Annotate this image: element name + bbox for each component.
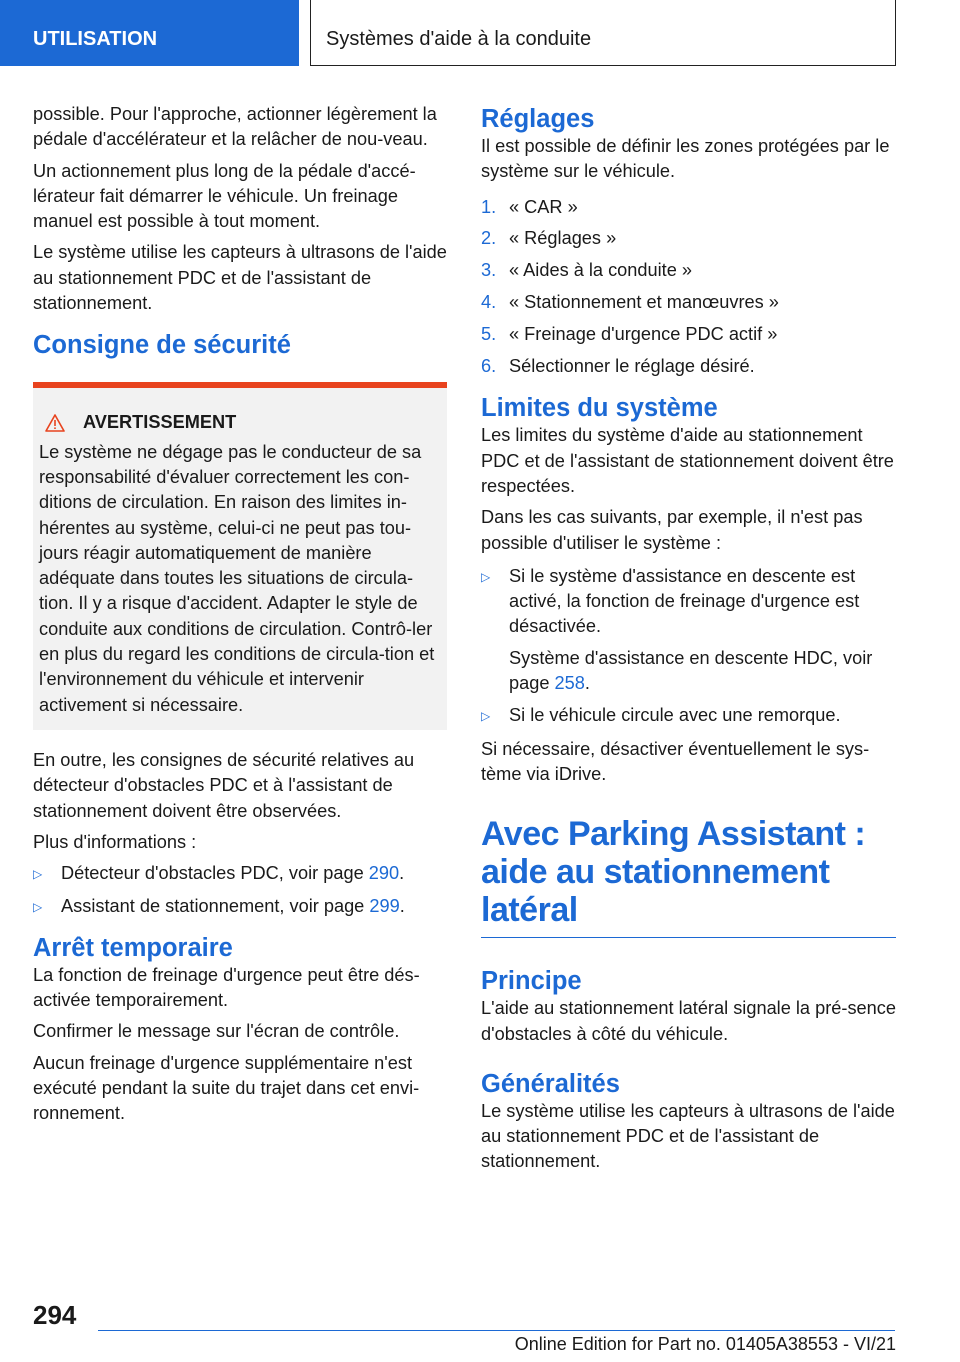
safety-heading: Consigne de sécurité <box>33 331 291 360</box>
page-link[interactable]: 258 <box>554 673 585 694</box>
bullet-triangle-icon: ▷ <box>33 900 43 915</box>
step-item <box>481 226 896 251</box>
paragraph: Aucun freinage d'urgence supplémentaire n'est exécuté pendant la suite du trajet dans cet envi-ronnement. <box>33 1052 420 1124</box>
ref-end: . <box>399 863 405 884</box>
paragraph: L'aide au stationnement latéral signale la pré-sence d'obstacles à côté du véhicule. <box>481 998 896 1044</box>
right-column <box>481 102 896 1181</box>
chapter-divider <box>481 937 896 938</box>
pause-heading: Arrêt temporaire <box>33 933 233 962</box>
case-ref-end: . <box>584 673 590 694</box>
paragraph: Dans les cas suivants, par exemple, il n'est pas possible d'utiliser le système : <box>481 507 863 553</box>
left-column <box>33 102 447 1133</box>
reference-list <box>33 861 447 921</box>
ref-end: . <box>399 896 405 917</box>
paragraph: possible. Pour l'approche, actionner légèrement la pédale d'accélérateur et la relâcher de nou-veau. <box>33 104 437 150</box>
list-item <box>33 861 447 887</box>
paragraph: Le système utilise les capteurs à ultrasons de l'aide au stationnement PDC et de l'assistant de stationnement. <box>33 242 447 314</box>
warning-title-row <box>39 410 441 435</box>
step-text: « CAR » <box>509 196 578 217</box>
step-text: « Réglages » <box>509 228 617 249</box>
step-number: 2. <box>481 228 497 249</box>
step-number: 6. <box>481 356 497 377</box>
ref-text: Assistant de stationnement, voir page <box>61 896 370 917</box>
step-item <box>481 290 896 315</box>
page-header <box>0 0 960 66</box>
warning-box <box>33 382 447 730</box>
step-item <box>481 195 896 220</box>
step-text: « Stationnement et manœuvres » <box>509 292 779 313</box>
limits-list <box>481 564 896 730</box>
step-number: 3. <box>481 260 497 281</box>
warning-text: Le système ne dégage pas le conducteur de sa responsabilité d'évaluer correctement les con-ditions de circulation. En raison des limites in-hérentes au système, celui-ci ne peut pas tou-jours réagir automatiquement de manière adéquate dans toutes les situations de circula-tion. Il y a risque d'accident. Adapter le style de conduite aux conditions de circulation. Contrô-ler en plus du regard les conditions de circula-tion et l'environnement du véhicule et intervenir activement si nécessaire. <box>39 441 435 715</box>
edition-footer: Online Edition for Part no. 01405A38553 - VI/21 <box>514 1334 896 1354</box>
step-number: 4. <box>481 292 497 313</box>
paragraph: Il est possible de définir les zones protégées par le système sur le véhicule. <box>481 136 890 182</box>
step-number: 1. <box>481 196 497 217</box>
paragraph: Confirmer le message sur l'écran de contrôle. <box>33 1021 400 1042</box>
section-tab[interactable]: UTILISATION <box>0 0 299 66</box>
bullet-triangle-icon: ▷ <box>33 867 43 882</box>
ref-text: Détecteur d'obstacles PDC, voir page <box>61 863 369 884</box>
settings-heading: Réglages <box>481 105 595 133</box>
paragraph: Si nécessaire, désactiver éventuellement le sys-tème via iDrive. <box>481 738 870 784</box>
page-number: 294 <box>33 1300 77 1330</box>
chapter-heading: Avec Parking Assistant : aide au stationnement latéral <box>481 815 866 930</box>
warning-triangle-icon <box>45 414 65 432</box>
step-item <box>481 258 896 283</box>
step-text: « Aides à la conduite » <box>509 260 693 281</box>
case-text: Si le véhicule circule avec une remorque. <box>509 705 841 726</box>
paragraph: Plus d'informations : <box>33 831 197 852</box>
bullet-triangle-icon: ▷ <box>481 709 491 724</box>
footer-divider <box>98 1330 895 1331</box>
paragraph: En outre, les consignes de sécurité relatives au détecteur d'obstacles PDC et à l'assistant de stationnement doivent être observées. <box>33 749 415 821</box>
step-item <box>481 322 896 347</box>
settings-steps <box>481 195 896 380</box>
step-text: « Freinage d'urgence PDC actif » <box>509 324 778 345</box>
paragraph: Les limites du système d'aide au stationnement PDC et de l'assistant de stationnement doivent être respectées. <box>481 425 894 496</box>
list-item <box>481 564 896 696</box>
chapter-title: Systèmes d'aide à la conduite <box>310 0 896 66</box>
limits-heading: Limites du système <box>481 394 718 423</box>
paragraph: Un actionnement plus long de la pédale d'accé-lérateur fait démarrer le véhicule. Un freinage manuel est possible à tout moment. <box>33 160 416 232</box>
page-link[interactable]: 299 <box>369 896 400 917</box>
case-ref-text: Système d'assistance en descente HDC, voir page <box>509 647 873 694</box>
paragraph: La fonction de freinage d'urgence peut être dés-activée temporairement. <box>33 964 420 1011</box>
principle-heading: Principe <box>481 967 582 996</box>
page-link[interactable]: 290 <box>368 863 400 884</box>
step-number: 5. <box>481 324 497 345</box>
general-heading: Généralités <box>481 1069 620 1098</box>
list-item <box>481 703 896 729</box>
step-item <box>481 354 896 379</box>
case-text: Si le système d'assistance en descente est activé, la fonction de freinage d'urgence est désactivée. <box>509 565 860 637</box>
paragraph: Le système utilise les capteurs à ultrasons de l'aide au stationnement PDC et de l'assistant de stationnement. <box>481 1100 895 1172</box>
step-text: Sélectionner le réglage désiré. <box>509 356 755 377</box>
list-item <box>33 894 447 920</box>
warning-title: AVERTISSEMENT <box>83 412 237 433</box>
bullet-triangle-icon: ▷ <box>481 569 491 584</box>
